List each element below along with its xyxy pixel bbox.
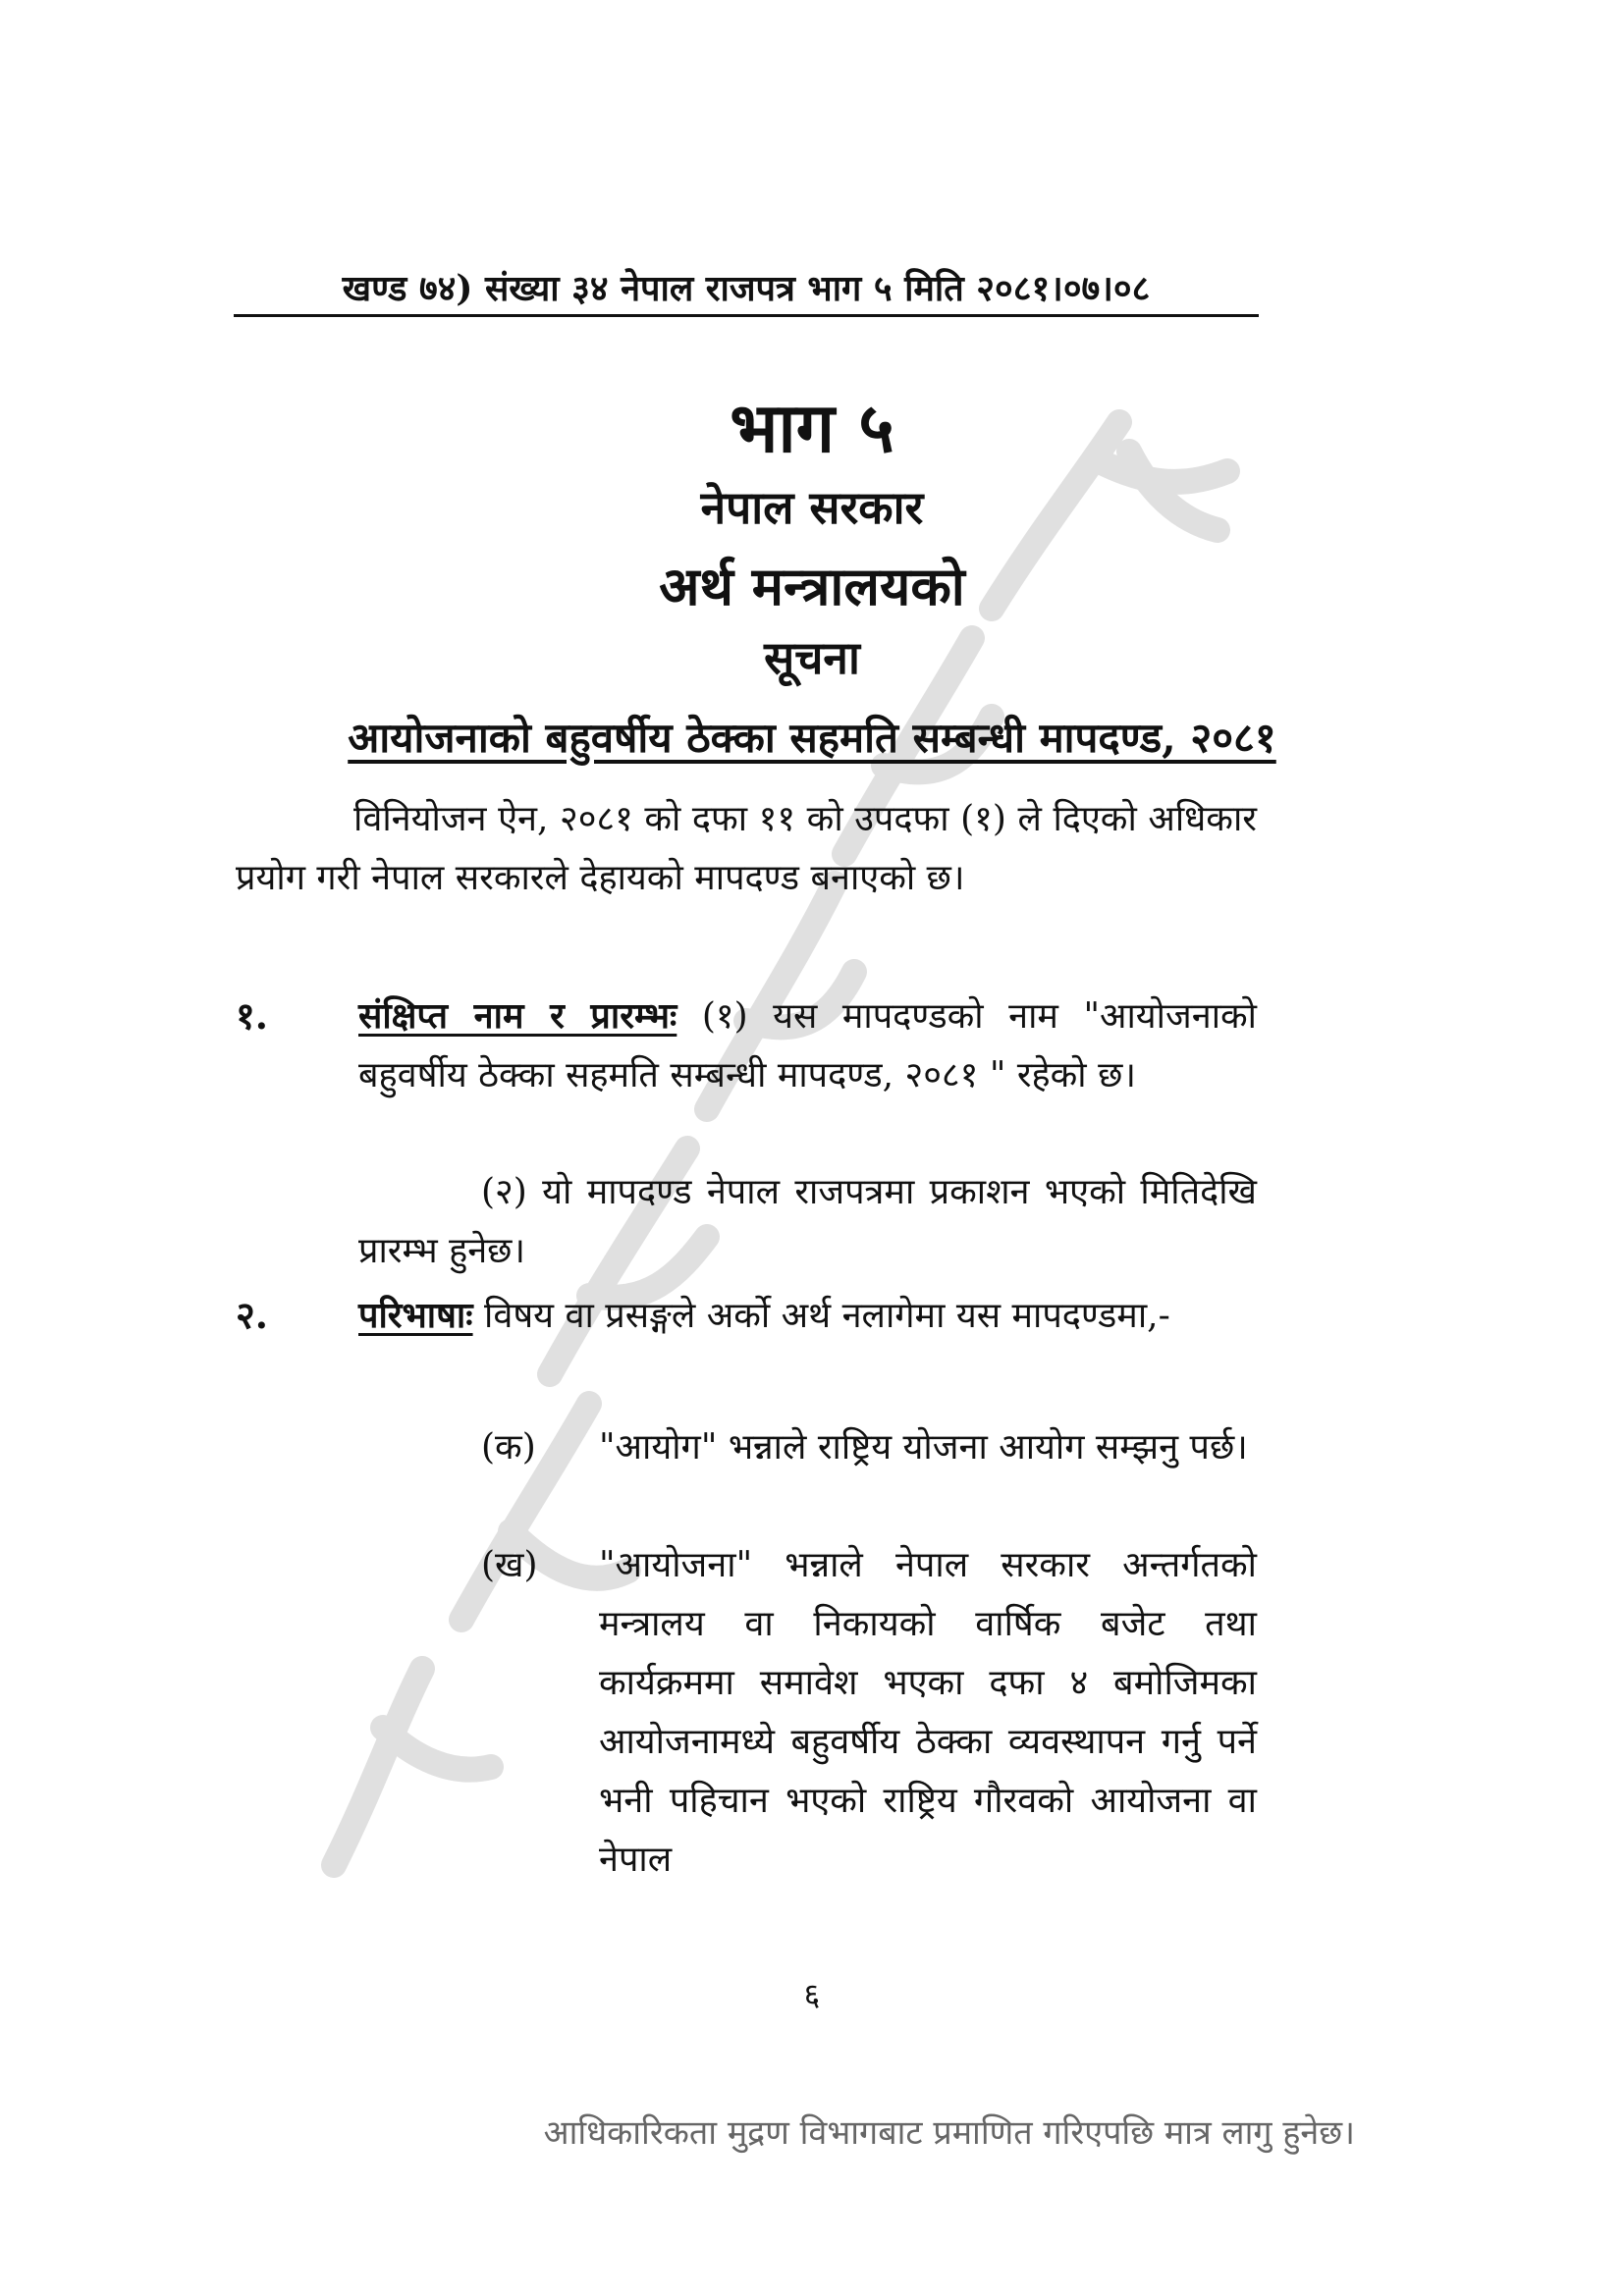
section-1-body — [358, 987, 1257, 1105]
document-title: आयोजनाको बहुवर्षीय ठेक्का सहमति सम्बन्धी मापदण्ड, २०८१ — [348, 714, 1276, 762]
section-2-body — [358, 1286, 1257, 1346]
section-1-subsection: (२) यो मापदण्ड नेपाल राजपत्रमा प्रकाशन भएको मितिदेखि प्रारम्भ हुनेछ। — [358, 1172, 1257, 1271]
notice-heading: सूचना — [764, 631, 860, 684]
clause-kha-label: (ख) — [481, 1545, 538, 1585]
section-2-text: विषय वा प्रसङ्गले अर्को अर्थ नलागेमा यस मापदण्डमा,- — [472, 1296, 1170, 1336]
preamble-paragraph: विनियोजन ऐन, २०८१ को दफा ११ को उपदफा (१) ले दिएको अधिकार प्रयोग गरी नेपाल सरकारले देहायको मापदण्ड बनाएको छ। — [236, 799, 1257, 898]
clause-kha-text: "आयोजना" भन्नाले नेपाल सरकार अन्तर्गतको मन्त्रालय वा निकायको वार्षिक बजेट तथा कार्यक्रममा समावेश भएका दफा ४ बमोजिमका आयोजनामध्ये बहुवर्षीय ठेक्का व्यवस्थापन गर्नु पर्ने भनी पहिचान भएको राष्ट्रिय गौरवको आयोजना वा नेपाल — [599, 1545, 1257, 1880]
part-title: भाग ५ — [730, 387, 894, 468]
section-1-number: १. — [236, 993, 268, 1038]
gazette-header: खण्ड ७४) संख्या ३४ नेपाल राजपत्र भाग ५ मिति २०८१।०७।०८ — [342, 268, 1151, 309]
clause-ka-text: "आयोग" भन्नाले राष्ट्रिय योजना आयोग सम्झनु पर्छ। — [599, 1427, 1248, 1468]
footer-note: आधिकारिकता मुद्रण विभागबाट प्रमाणित गरिएपछि मात्र लागु हुनेछ। — [543, 2113, 1355, 2153]
section-1-text: (१) यस मापदण्डको नाम "आयोजनाको बहुवर्षीय ठेक्का सहमति सम्बन्धी मापदण्ड, २०८१ " रहेको छ। — [358, 996, 1257, 1095]
clause-ka-label: (क) — [481, 1427, 536, 1468]
ministry-name: अर्थ मन्त्रालयको — [659, 555, 965, 617]
government-name: नेपाल सरकार — [700, 481, 924, 534]
header-divider — [234, 314, 1259, 317]
section-2-heading: परिभाषाः — [358, 1295, 473, 1336]
section-2-number: २. — [236, 1293, 268, 1337]
page-number: ६ — [803, 1976, 821, 2013]
section-1-heading: संक्षिप्त नाम र प्रारम्भः — [358, 995, 677, 1037]
